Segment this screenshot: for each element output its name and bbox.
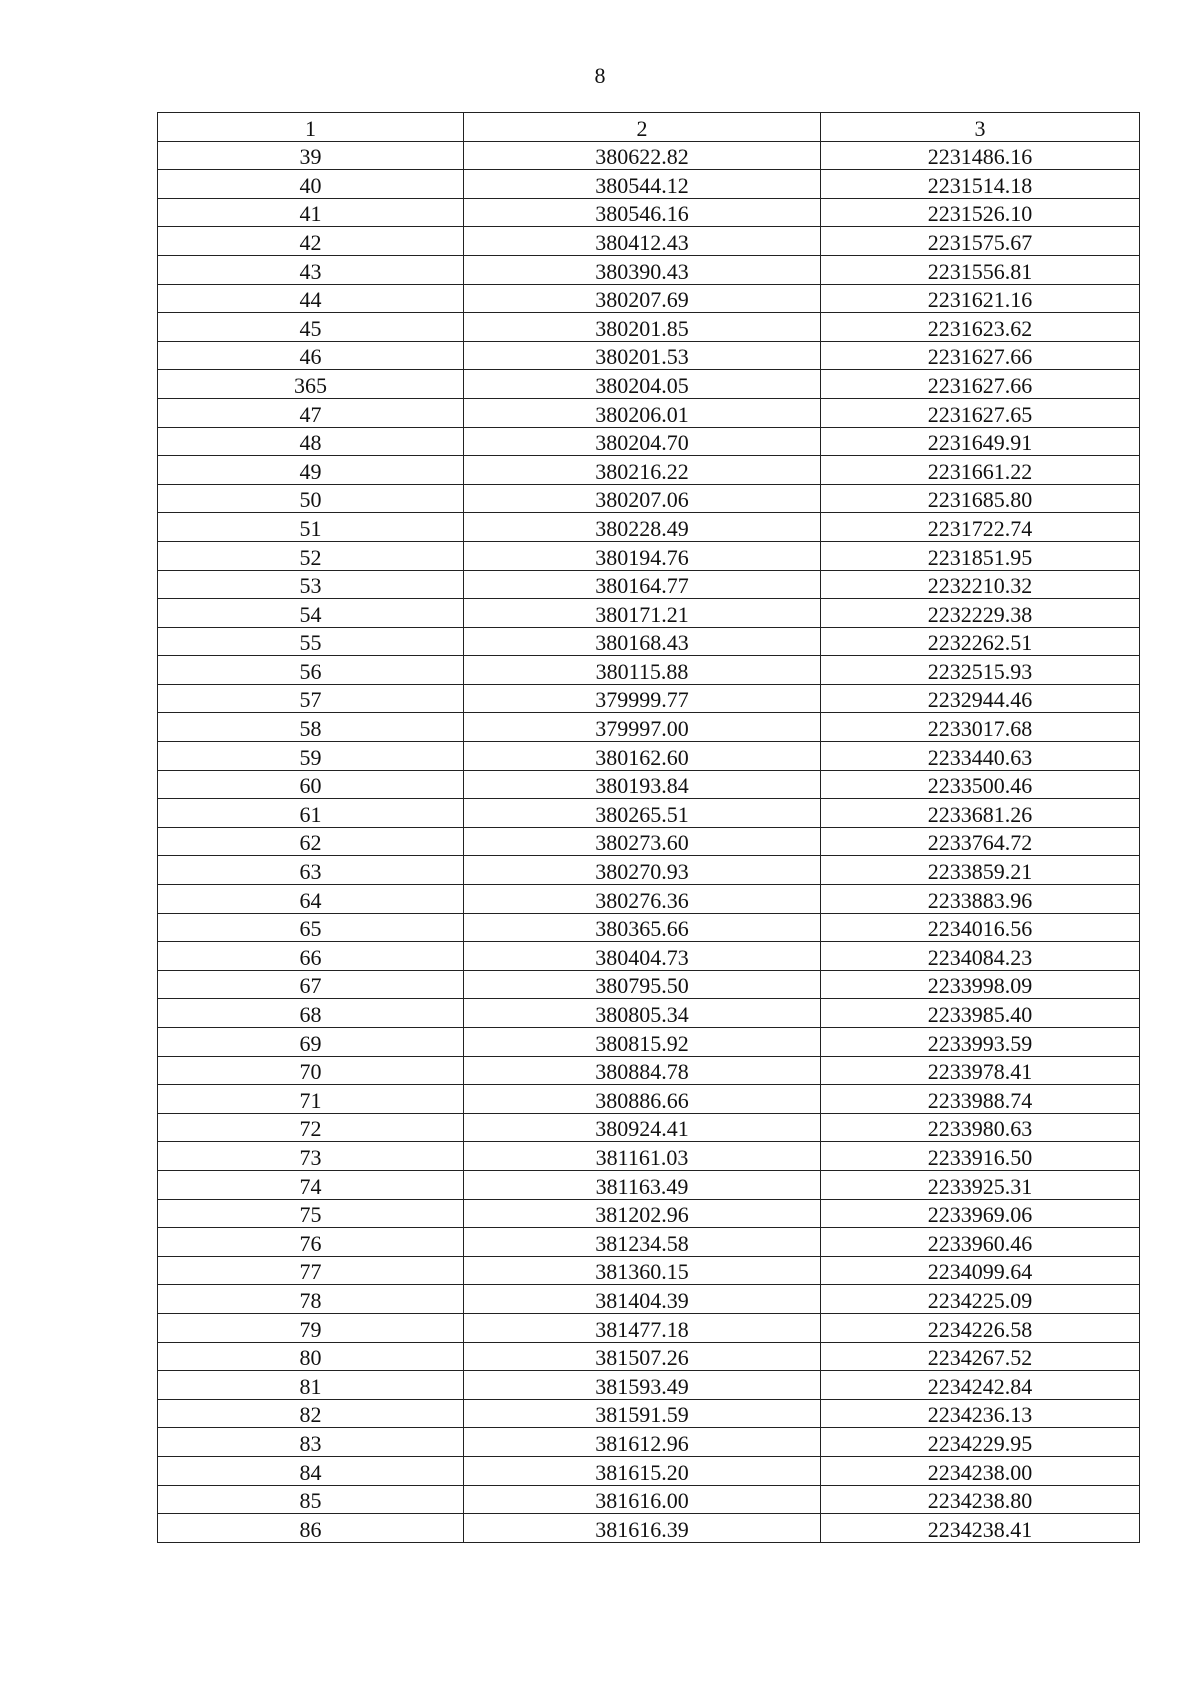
y-coordinate-cell: 2233993.59 (821, 1028, 1140, 1057)
point-number-cell: 43 (158, 255, 464, 284)
y-coordinate-cell: 2234225.09 (821, 1285, 1140, 1314)
y-coordinate-cell: 2232944.46 (821, 684, 1140, 713)
x-coordinate-cell: 380216.22 (464, 456, 821, 485)
table-row (158, 1199, 1140, 1228)
point-number-cell: 40 (158, 170, 464, 199)
y-coordinate-cell: 2234267.52 (821, 1342, 1140, 1371)
x-coordinate-cell: 380171.21 (464, 599, 821, 628)
x-coordinate-cell: 380795.50 (464, 970, 821, 999)
y-coordinate-cell: 2231627.65 (821, 398, 1140, 427)
x-coordinate-cell: 381507.26 (464, 1342, 821, 1371)
table-row (158, 827, 1140, 856)
table-row (158, 970, 1140, 999)
x-coordinate-cell: 381202.96 (464, 1199, 821, 1228)
x-coordinate-cell: 381612.96 (464, 1428, 821, 1457)
table-row (158, 942, 1140, 971)
table-header (158, 113, 1140, 142)
x-coordinate-cell: 380265.51 (464, 799, 821, 828)
table-row (158, 856, 1140, 885)
table-row (158, 1285, 1140, 1314)
table-row (158, 656, 1140, 685)
point-number-cell: 65 (158, 913, 464, 942)
point-number-cell: 76 (158, 1228, 464, 1257)
y-coordinate-cell: 2233681.26 (821, 799, 1140, 828)
table-row (158, 313, 1140, 342)
table-row (158, 913, 1140, 942)
y-coordinate-cell: 2234236.13 (821, 1399, 1140, 1428)
y-coordinate-cell: 2233985.40 (821, 999, 1140, 1028)
table-row (158, 570, 1140, 599)
x-coordinate-cell: 380365.66 (464, 913, 821, 942)
point-number-cell: 62 (158, 827, 464, 856)
x-coordinate-cell: 380884.78 (464, 1056, 821, 1085)
table-row (158, 713, 1140, 742)
x-coordinate-cell: 380193.84 (464, 770, 821, 799)
y-coordinate-cell: 2234238.41 (821, 1514, 1140, 1543)
table-row (158, 1056, 1140, 1085)
y-coordinate-cell: 2231623.62 (821, 313, 1140, 342)
point-number-cell: 60 (158, 770, 464, 799)
table-row (158, 456, 1140, 485)
y-coordinate-cell: 2234016.56 (821, 913, 1140, 942)
table-row (158, 198, 1140, 227)
x-coordinate-cell: 381404.39 (464, 1285, 821, 1314)
y-coordinate-cell: 2232229.38 (821, 599, 1140, 628)
column-header-2: 2 (464, 113, 821, 142)
point-number-cell: 78 (158, 1285, 464, 1314)
x-coordinate-cell: 381591.59 (464, 1399, 821, 1428)
point-number-cell: 50 (158, 484, 464, 513)
table-row (158, 1428, 1140, 1457)
x-coordinate-cell: 380924.41 (464, 1113, 821, 1142)
point-number-cell: 66 (158, 942, 464, 971)
y-coordinate-cell: 2233017.68 (821, 713, 1140, 742)
table-row (158, 885, 1140, 914)
table-row (158, 1142, 1140, 1171)
x-coordinate-cell: 380805.34 (464, 999, 821, 1028)
y-coordinate-cell: 2234226.58 (821, 1313, 1140, 1342)
point-number-cell: 82 (158, 1399, 464, 1428)
point-number-cell: 44 (158, 284, 464, 313)
point-number-cell: 85 (158, 1485, 464, 1514)
table-row (158, 999, 1140, 1028)
point-number-cell: 84 (158, 1456, 464, 1485)
table-row (158, 484, 1140, 513)
point-number-cell: 46 (158, 341, 464, 370)
table-row (158, 1485, 1140, 1514)
x-coordinate-cell: 380404.73 (464, 942, 821, 971)
y-coordinate-cell: 2234084.23 (821, 942, 1140, 971)
y-coordinate-cell: 2231486.16 (821, 141, 1140, 170)
table-row (158, 170, 1140, 199)
point-number-cell: 74 (158, 1170, 464, 1199)
point-number-cell: 59 (158, 742, 464, 771)
y-coordinate-cell: 2232210.32 (821, 570, 1140, 599)
x-coordinate-cell: 381360.15 (464, 1256, 821, 1285)
x-coordinate-cell: 381615.20 (464, 1456, 821, 1485)
y-coordinate-cell: 2231526.10 (821, 198, 1140, 227)
y-coordinate-cell: 2232262.51 (821, 627, 1140, 656)
point-number-cell: 49 (158, 456, 464, 485)
table-row (158, 370, 1140, 399)
point-number-cell: 61 (158, 799, 464, 828)
y-coordinate-cell: 2233440.63 (821, 742, 1140, 771)
table-row (158, 341, 1140, 370)
table-row (158, 684, 1140, 713)
point-number-cell: 58 (158, 713, 464, 742)
table-row (158, 1113, 1140, 1142)
x-coordinate-cell: 380115.88 (464, 656, 821, 685)
point-number-cell: 77 (158, 1256, 464, 1285)
point-number-cell: 67 (158, 970, 464, 999)
x-coordinate-cell: 380164.77 (464, 570, 821, 599)
x-coordinate-cell: 381616.00 (464, 1485, 821, 1514)
table-row (158, 1228, 1140, 1257)
point-number-cell: 42 (158, 227, 464, 256)
point-number-cell: 55 (158, 627, 464, 656)
point-number-cell: 64 (158, 885, 464, 914)
x-coordinate-cell: 380204.70 (464, 427, 821, 456)
y-coordinate-cell: 2233500.46 (821, 770, 1140, 799)
point-number-cell: 72 (158, 1113, 464, 1142)
table-row (158, 1371, 1140, 1400)
point-number-cell: 80 (158, 1342, 464, 1371)
y-coordinate-cell: 2231556.81 (821, 255, 1140, 284)
y-coordinate-cell: 2233969.06 (821, 1199, 1140, 1228)
point-number-cell: 79 (158, 1313, 464, 1342)
table-row (158, 1256, 1140, 1285)
point-number-cell: 73 (158, 1142, 464, 1171)
y-coordinate-cell: 2231649.91 (821, 427, 1140, 456)
table-row (158, 1514, 1140, 1543)
table-row (158, 742, 1140, 771)
point-number-cell: 53 (158, 570, 464, 599)
y-coordinate-cell: 2234099.64 (821, 1256, 1140, 1285)
y-coordinate-cell: 2231627.66 (821, 370, 1140, 399)
table-row (158, 1456, 1140, 1485)
x-coordinate-cell: 380201.85 (464, 313, 821, 342)
y-coordinate-cell: 2234229.95 (821, 1428, 1140, 1457)
point-number-cell: 71 (158, 1085, 464, 1114)
y-coordinate-cell: 2233988.74 (821, 1085, 1140, 1114)
x-coordinate-cell: 380168.43 (464, 627, 821, 656)
table-row (158, 541, 1140, 570)
point-number-cell: 45 (158, 313, 464, 342)
y-coordinate-cell: 2234238.00 (821, 1456, 1140, 1485)
y-coordinate-cell: 2233998.09 (821, 970, 1140, 999)
point-number-cell: 41 (158, 198, 464, 227)
x-coordinate-cell: 380207.69 (464, 284, 821, 313)
point-number-cell: 70 (158, 1056, 464, 1085)
x-coordinate-cell: 380546.16 (464, 198, 821, 227)
table-row (158, 227, 1140, 256)
column-header-1: 1 (158, 113, 464, 142)
point-number-cell: 63 (158, 856, 464, 885)
point-number-cell: 68 (158, 999, 464, 1028)
table-row (158, 1085, 1140, 1114)
point-number-cell: 75 (158, 1199, 464, 1228)
x-coordinate-cell: 380206.01 (464, 398, 821, 427)
x-coordinate-cell: 380276.36 (464, 885, 821, 914)
y-coordinate-cell: 2232515.93 (821, 656, 1140, 685)
point-number-cell: 86 (158, 1514, 464, 1543)
x-coordinate-cell: 380194.76 (464, 541, 821, 570)
table-row (158, 255, 1140, 284)
y-coordinate-cell: 2233764.72 (821, 827, 1140, 856)
point-number-cell: 69 (158, 1028, 464, 1057)
point-number-cell: 52 (158, 541, 464, 570)
coordinates-table (157, 112, 1140, 1543)
y-coordinate-cell: 2233859.21 (821, 856, 1140, 885)
y-coordinate-cell: 2233925.31 (821, 1170, 1140, 1199)
point-number-cell: 39 (158, 141, 464, 170)
table-row (158, 1399, 1140, 1428)
table-row (158, 1170, 1140, 1199)
x-coordinate-cell: 381163.49 (464, 1170, 821, 1199)
point-number-cell: 83 (158, 1428, 464, 1457)
table-row (158, 599, 1140, 628)
table-row (158, 398, 1140, 427)
x-coordinate-cell: 380886.66 (464, 1085, 821, 1114)
page-number: 8 (594, 63, 606, 88)
table-row (158, 427, 1140, 456)
table-row (158, 799, 1140, 828)
y-coordinate-cell: 2231575.67 (821, 227, 1140, 256)
x-coordinate-cell: 381616.39 (464, 1514, 821, 1543)
table-row (158, 141, 1140, 170)
x-coordinate-cell: 381593.49 (464, 1371, 821, 1400)
point-number-cell: 47 (158, 398, 464, 427)
x-coordinate-cell: 380412.43 (464, 227, 821, 256)
y-coordinate-cell: 2231661.22 (821, 456, 1140, 485)
x-coordinate-cell: 379999.77 (464, 684, 821, 713)
x-coordinate-cell: 381477.18 (464, 1313, 821, 1342)
point-number-cell: 57 (158, 684, 464, 713)
point-number-cell: 54 (158, 599, 464, 628)
x-coordinate-cell: 381234.58 (464, 1228, 821, 1257)
y-coordinate-cell: 2234242.84 (821, 1371, 1140, 1400)
point-number-cell: 51 (158, 513, 464, 542)
x-coordinate-cell: 379997.00 (464, 713, 821, 742)
table-row (158, 1028, 1140, 1057)
table-row (158, 1313, 1140, 1342)
y-coordinate-cell: 2234238.80 (821, 1485, 1140, 1514)
x-coordinate-cell: 380228.49 (464, 513, 821, 542)
table-row (158, 770, 1140, 799)
table-row (158, 513, 1140, 542)
point-number-cell: 81 (158, 1371, 464, 1400)
point-number-cell: 56 (158, 656, 464, 685)
point-number-cell: 365 (158, 370, 464, 399)
y-coordinate-cell: 2231722.74 (821, 513, 1140, 542)
y-coordinate-cell: 2231627.66 (821, 341, 1140, 370)
table-row (158, 284, 1140, 313)
y-coordinate-cell: 2231514.18 (821, 170, 1140, 199)
y-coordinate-cell: 2233883.96 (821, 885, 1140, 914)
y-coordinate-cell: 2233980.63 (821, 1113, 1140, 1142)
x-coordinate-cell: 381161.03 (464, 1142, 821, 1171)
y-coordinate-cell: 2231621.16 (821, 284, 1140, 313)
y-coordinate-cell: 2231851.95 (821, 541, 1140, 570)
table-header-row (158, 113, 1140, 142)
table-row (158, 1342, 1140, 1371)
x-coordinate-cell: 380273.60 (464, 827, 821, 856)
x-coordinate-cell: 380207.06 (464, 484, 821, 513)
point-number-cell: 48 (158, 427, 464, 456)
x-coordinate-cell: 380390.43 (464, 255, 821, 284)
x-coordinate-cell: 380162.60 (464, 742, 821, 771)
y-coordinate-cell: 2233960.46 (821, 1228, 1140, 1257)
column-header-3: 3 (821, 113, 1140, 142)
y-coordinate-cell: 2231685.80 (821, 484, 1140, 513)
y-coordinate-cell: 2233978.41 (821, 1056, 1140, 1085)
x-coordinate-cell: 380622.82 (464, 141, 821, 170)
x-coordinate-cell: 380204.05 (464, 370, 821, 399)
x-coordinate-cell: 380544.12 (464, 170, 821, 199)
table-body (158, 141, 1140, 1542)
x-coordinate-cell: 380201.53 (464, 341, 821, 370)
y-coordinate-cell: 2233916.50 (821, 1142, 1140, 1171)
x-coordinate-cell: 380815.92 (464, 1028, 821, 1057)
x-coordinate-cell: 380270.93 (464, 856, 821, 885)
table-row (158, 627, 1140, 656)
